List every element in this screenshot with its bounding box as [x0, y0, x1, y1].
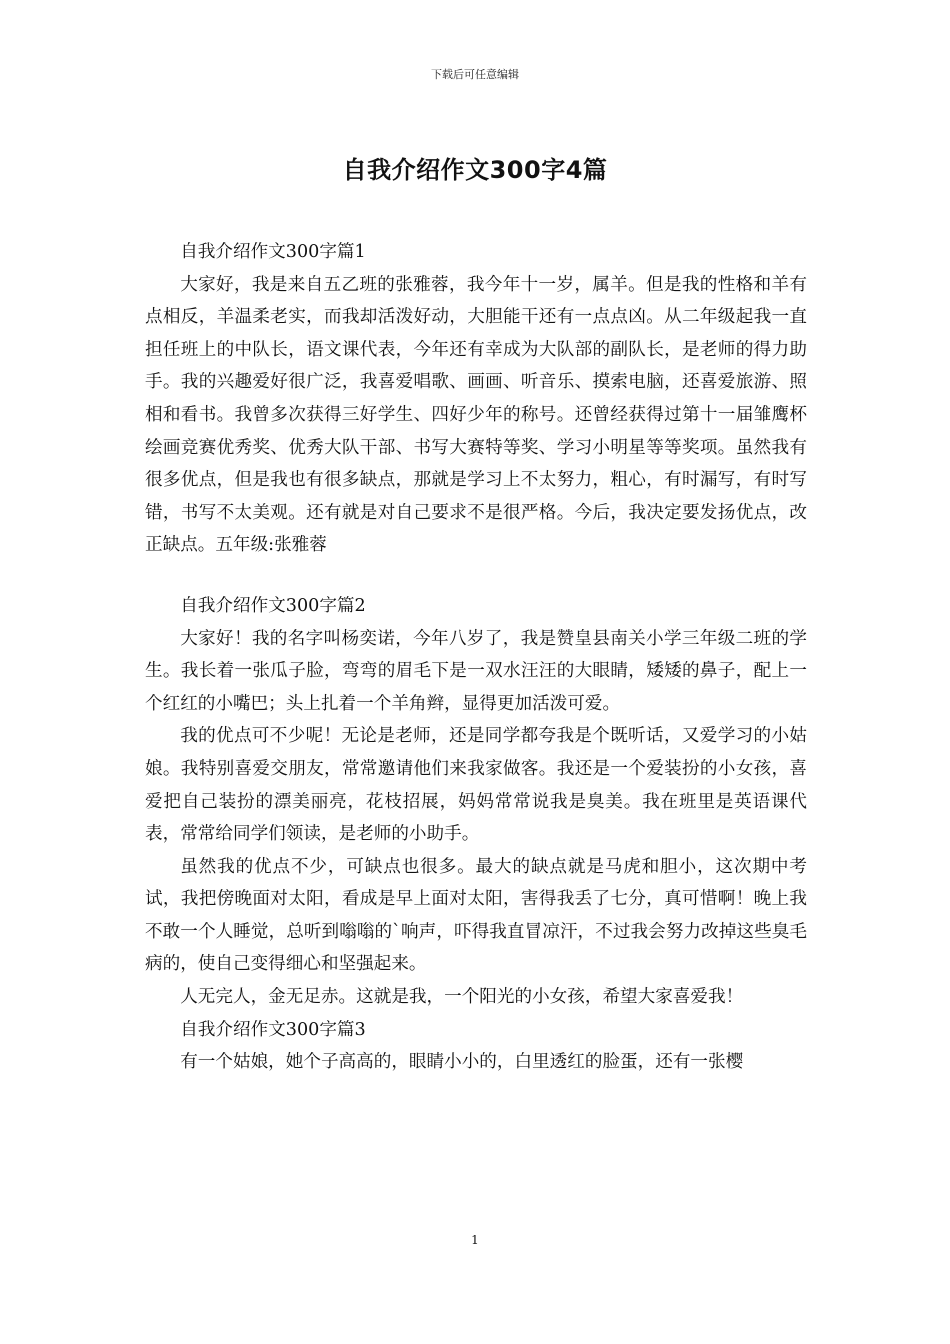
section-1-paragraph-1: 大家好，我是来自五乙班的张雅蓉，我今年十一岁，属羊。但是我的性格和羊有点相反，羊温柔老实，而我却活泼好动，大胆能干还有一点点凶。从二年级起我一直担任班上的中队长，语文课代表，今年还有幸成为大队部的副队长，是老师的得力助手。我的兴趣爱好很广泛，我喜爱唱歌、画画、听音乐、摸索电脑，还喜爱旅游、照相和看书。我曾多次获得三好学生、四好少年的称号。还曾经获得过第十一届雏鹰杯绘画竞赛优秀奖、优秀大队干部、书写大赛特等奖、学习小明星等等奖项。虽然我有很多优点，但是我也有很多缺点，那就是学习上不太努力，粗心，有时漏写，有时写错，书写不太美观。还有就是对自己要求不是很严格。今后，我决定要发扬优点，改正缺点。五年级:张雅蓉 [145, 274, 807, 556]
section-2-paragraph-4: 人无完人，金无足赤。这就是我，一个阳光的小女孩，希望大家喜爱我！ [180, 987, 744, 1008]
section-3-heading: 自我介绍作文300字篇3 [180, 1019, 366, 1040]
section-2-paragraph-3: 虽然我的优点不少，可缺点也很多。最大的缺点就是马虎和胆小，这次期中考试，我把傍晚面对太阳，看成是早上面对太阳，害得我丢了七分，真可惜啊！晚上我不敢一个人睡觉，总听到嗡嗡的`响声，吓得我直冒凉汗，不过我会努力改掉这些臭毛病的，使自己变得细心和坚强起来。 [145, 856, 807, 975]
section-2-heading: 自我介绍作文300字篇2 [180, 595, 366, 616]
document-title: 自我介绍作文300字4篇 [342, 156, 608, 184]
header-note: 下载后可任意编辑 [431, 68, 519, 81]
section-spacer [145, 562, 807, 590]
section-2-paragraph-1: 大家好！我的名字叫杨奕诺，今年八岁了，我是赞皇县南关小学三年级二班的学生。我长着一张瓜子脸，弯弯的眉毛下是一双水汪汪的大眼睛，矮矮的鼻子，配上一个红红的小嘴巴；头上扎着一个羊角辫，显得更加活泼可爱。 [145, 628, 807, 714]
section-3-paragraph-1: 有一个姑娘，她个子高高的，眼睛小小的，白里透红的脸蛋，还有一张樱 [180, 1052, 744, 1073]
section-2-paragraph-2: 我的优点可不少呢！无论是老师，还是同学都夸我是个既听话，又爱学习的小姑娘。我特别喜爱交朋友，常常邀请他们来我家做客。我还是一个爱装扮的小女孩，喜爱把自己装扮的漂美丽亮，花枝招展，妈妈常常说我是臭美。我在班里是英语课代表，常常给同学们领读，是老师的小助手。 [145, 726, 807, 845]
section-1-heading: 自我介绍作文300字篇1 [180, 242, 366, 262]
page-number: 1 [471, 1233, 479, 1247]
document-body [145, 236, 807, 1079]
